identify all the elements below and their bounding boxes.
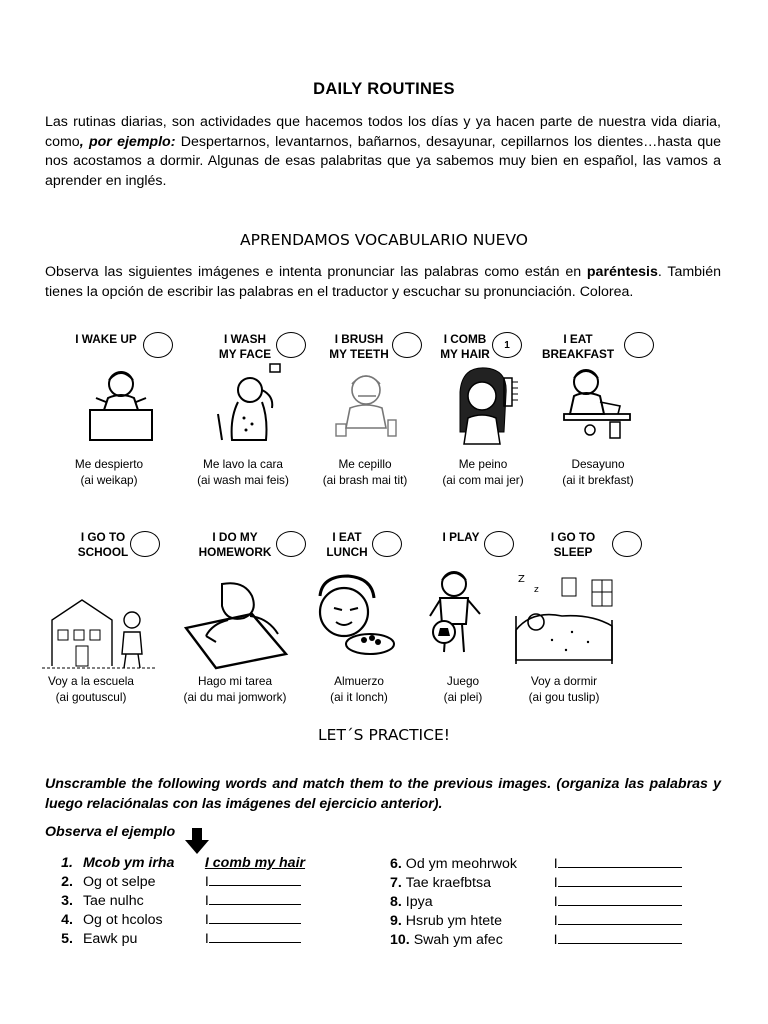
vocab-desc: Voy a dormir (ai gou tuslip)	[528, 674, 600, 704]
comb-hair-illustration	[442, 362, 532, 447]
vocab-caption: I EAT BREAKFAST	[541, 332, 615, 361]
breakfast-illustration	[560, 362, 640, 447]
number-circle[interactable]	[276, 332, 306, 358]
lunch-illustration	[300, 572, 400, 664]
exercises-right	[390, 854, 682, 949]
exercise-row: 9. Hsrub ym htete I	[390, 911, 682, 930]
wake-up-illustration	[82, 362, 162, 447]
vocab-caption: I COMB MY HAIR	[440, 332, 490, 361]
exercises-left	[45, 854, 305, 948]
number-circle[interactable]	[392, 332, 422, 358]
vocab-desc: Me cepillo (ai brash mai tit)	[322, 457, 408, 487]
answer-blank[interactable]	[558, 892, 682, 906]
svg-text:z: z	[534, 585, 539, 595]
vocab-desc: Me despierto (ai weikap)	[74, 457, 144, 487]
exercise-row: 5. Eawk pu I	[45, 929, 305, 948]
answer-blank[interactable]	[209, 891, 301, 905]
exercise-row: 10. Swah ym afec I	[390, 930, 682, 949]
exercise-row: 6. Od ym meohrwok I	[390, 854, 682, 873]
vocab-desc: Juego (ai plei)	[443, 674, 483, 704]
number-circle[interactable]	[624, 332, 654, 358]
answer-blank[interactable]	[209, 929, 301, 943]
exercise-row: 8. Ipya I	[390, 892, 682, 911]
vocab-heading: APRENDAMOS VOCABULARIO NUEVO	[240, 231, 528, 249]
vocab-caption: I BRUSH MY TEETH	[329, 332, 389, 361]
sleep-illustration	[512, 570, 620, 670]
example-answer: I comb my hair	[204, 855, 306, 871]
number-circle[interactable]	[484, 531, 514, 557]
exercise-row: 7. Tae kraefbtsa I	[390, 873, 682, 892]
answer-blank[interactable]	[558, 911, 682, 925]
page-title: DAILY ROUTINES	[313, 80, 455, 98]
vocab-caption: I WAKE UP	[75, 332, 137, 346]
number-circle[interactable]	[612, 531, 642, 557]
vocab-desc: Desayuno (ai it brekfast)	[562, 457, 634, 487]
answer-blank[interactable]	[558, 873, 682, 887]
exercise-row: 3. Tae nulhc I	[45, 891, 305, 910]
brush-teeth-illustration	[328, 362, 408, 447]
vocab-caption: I PLAY	[442, 530, 480, 544]
intro-paragraph: Las rutinas diarias, son actividades que hacemos todos los días y ya hacen parte de nuestra vida diaria, como, por ejemplo: Despertarnos, levantarnos, bañarnos, desayunar, cepillarnos los dientes…hasta que nos acostamos a dormir. Algunas de esas palabritas que ya sabemos muy bien en español, las vamos a aprender en inglés.	[45, 114, 722, 189]
answer-blank[interactable]	[209, 872, 301, 886]
practice-heading: LET´S PRACTICE!	[318, 726, 450, 744]
vocab-desc: Almuerzo (ai it lonch)	[330, 674, 388, 704]
number-circle[interactable]	[143, 332, 173, 358]
answer-blank[interactable]	[209, 910, 301, 924]
exercise-row: 2. Og ot selpe I	[45, 872, 305, 891]
answer-blank[interactable]	[558, 930, 682, 944]
number-circle[interactable]	[276, 531, 306, 557]
vocab-caption: I GO TO SCHOOL	[77, 530, 129, 559]
vocab-caption: I WASH MY FACE	[218, 332, 272, 361]
number-circle[interactable]	[130, 531, 160, 557]
vocab-desc: Me lavo la cara (ai wash mai feis)	[197, 457, 289, 487]
play-illustration	[424, 568, 494, 670]
vocab-desc: Hago mi tarea (ai du mai jomwork)	[183, 674, 287, 704]
svg-text:Z: Z	[518, 574, 525, 585]
vocab-desc: Voy a la escuela (ai goutuscul)	[48, 674, 134, 704]
vocab-caption: I GO TO SLEEP	[550, 530, 596, 559]
vocab-caption: I EAT LUNCH	[326, 530, 368, 559]
arrow-down-icon	[185, 828, 209, 854]
unscramble-instruction: Unscramble the following words and match them to the previous images. (organiza las palabras y luego relaciónalas con las imágenes del ejercicio anterior).	[45, 776, 721, 812]
exercise-row: 4. Og ot hcolos I	[45, 910, 305, 929]
vocab-desc: Me peino (ai com mai jer)	[442, 457, 524, 487]
wash-face-illustration	[210, 362, 290, 447]
number-circle[interactable]	[372, 531, 402, 557]
instructions-paragraph: Observa las siguientes imágenes e intenta pronunciar las palabras como están en paréntesis. También tienes la opción de escribir las palabras en el traductor y escuchar su pronunciación. Colorea.	[45, 264, 721, 300]
example-label: Observa el ejemplo	[45, 824, 176, 840]
school-illustration	[42, 580, 157, 670]
number-circle[interactable]: 1	[492, 332, 522, 358]
answer-blank[interactable]	[558, 854, 682, 868]
exercise-row: 1. Mcob ym irha I comb my hair	[61, 855, 306, 871]
homework-illustration	[182, 578, 292, 670]
vocab-caption: I DO MY HOMEWORK	[198, 530, 272, 559]
